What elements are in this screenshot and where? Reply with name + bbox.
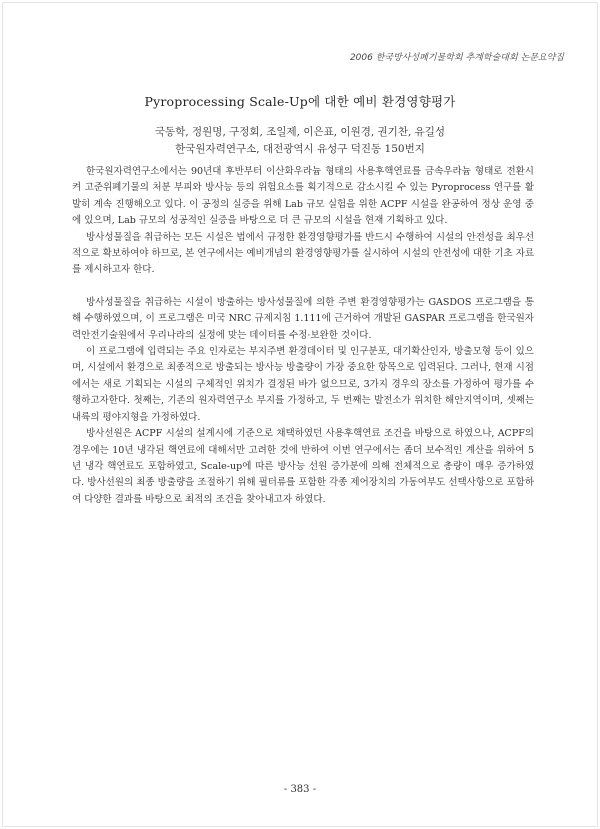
page-number: - 383 - [283, 784, 317, 795]
abstract-body [72, 164, 534, 508]
paragraph-1: 한국원자력연구소에서는 90년대 후반부터 이산화우라늄 형태의 사용후핵연료를 금속우라늄 형태로 전환시켜 고준위폐기물의 처분 부피와 방사능 등의 위험요소를 획기적으로 감소시킬 수 있는 Pyroprocess 연구를 활발히 계속 진행해오고 있다. 이 공정의 실증을 위해 Lab 규모 실험을 위한 ACPF 시설을 완공하여 정상 운영 중에 있으며, Lab 규모의 성공적인 실증을 바탕으로 더 큰 규모의 시설을 현재 기획하고 있다. [72, 166, 534, 227]
paragraph-3: 방사성물질을 취급하는 시설이 방출하는 방사성물질에 의한 주변 환경영향평가는 GASDOS 프로그램을 통해 수행하였으며, 이 프로그램은 미국 NRC 규제지침 1.111에 근거하여 개발된 GASPAR 프로그램을 한국원자력안전기술원에서 우리나라의 실정에 맞는 데이터를 수정·보완한 것이다. [72, 296, 534, 341]
paper-title: Pyroprocessing Scale-Up에 대한 예비 환경영향평가 [144, 94, 456, 109]
running-header: 2006 한국방사성폐기물학회 추계학술대회 논문요약집 [349, 53, 564, 63]
affiliation: 한국원자력연구소, 대전광역시 유성구 덕진동 150번지 [175, 143, 425, 155]
paragraph-4: 이 프로그램에 입력되는 주요 인자로는 부지주변 환경데이터 및 인구분포, 대기확산인자, 방출모형 등이 있으며, 시설에서 환경으로 최종적으로 방출되는 방사능 방출량이 가장 중요한 항목으로 입력된다. 그러나, 현재 시점에서는 새로 기획되는 시설의 구체적인 위치가 결정된 바가 없으므로, 3가지 경우의 장소를 가정하여 평가를 수행하고자한다. 첫째는, 기존의 원자력연구소 부지를 가정하고, 두 번째는 발전소가 위치한 해안지역이며, 셋째는 내륙의 평야지형을 가정하였다. [72, 346, 534, 423]
paragraph-5: 방사선원은 ACPF 시설의 설계시에 기준으로 채택하였던 사용후핵연료 조건을 바탕으로 하였으나, ACPF의 경우에는 10년 냉각된 핵연료에 대해서만 고려한 것에 반하여 이번 연구에서는 좀더 보수적인 계산을 위하여 5년 냉각 핵연료도 포함하였고, Scale-up에 따른 방사능 선원 증가분에 의해 전체적으로 총량이 매우 증가하였다. 방사선원의 최종 방출량을 조절하기 위해 필터류를 포함한 각종 제어장치의 가동여부도 선택사항으로 포함하여 다양한 결과를 바탕으로 최적의 조건을 찾아내고자 하였다. [72, 428, 534, 505]
paragraph-2: 방사성물질을 취급하는 모든 시설은 법에서 규정한 환경영향평가를 반드시 수행하여 시설의 안전성을 최우선적으로 확보하여야 하므로, 본 연구에서는 예비개념의 환경영향평가를 실시하여 시설의 안전성에 대한 기초 자료를 제시하고자 한다. [72, 231, 534, 276]
author-list: 국동학, 정원명, 구정회, 조일제, 이은표, 이원경, 권기찬, 유길성 [154, 126, 446, 138]
